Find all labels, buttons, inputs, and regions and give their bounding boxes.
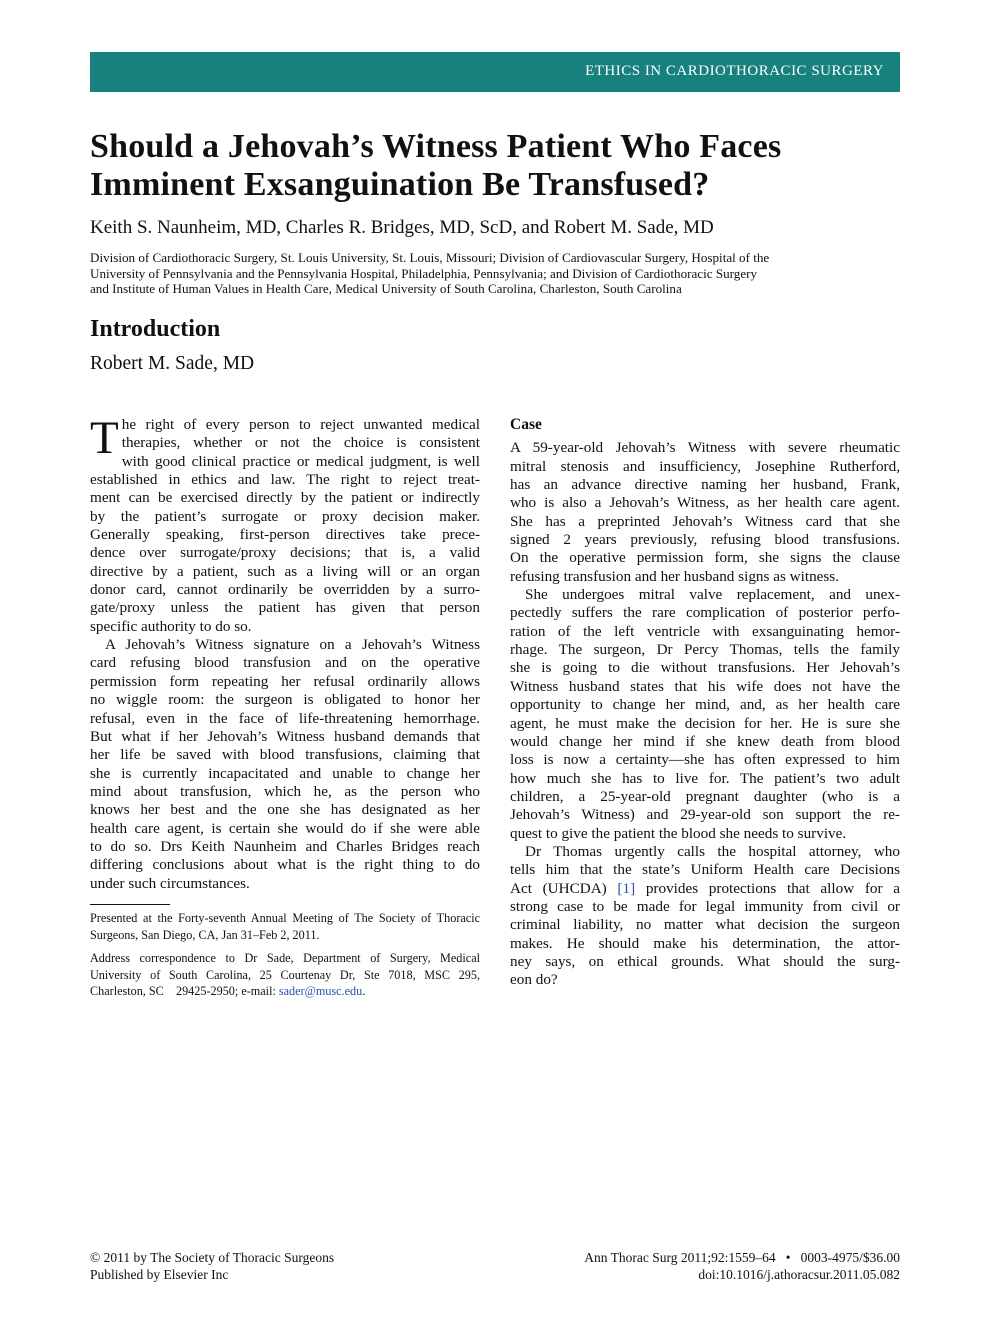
case-heading: Case [510,416,542,433]
text-line: refusal, even in the face of life-threatening hemorrhage. [90,709,480,727]
text-fragment: provides protections that allow for a [635,879,900,897]
text-line: he right of every person to reject unwanted medical [121,416,480,433]
section-banner [90,52,900,92]
text-line: she is going to die without transfusions. Her Jehovah’s [510,659,900,677]
text-line: specific authority to do so. [90,617,252,635]
author-list: Keith S. Naunheim, MD, Charles R. Bridges, MD, ScD, and Robert M. Sade, MD [90,217,714,238]
footnote-divider [90,904,170,905]
text-line: children, a 25-year-old pregnant daughter (who is a [510,787,900,805]
case-paragraph-1 [510,439,900,586]
footnote-line: Address correspondence to Dr Sade, Department of Surgery, Medical [90,951,480,965]
text-line: makes. He should make his determination, the attor- [510,934,900,952]
text-line: donor card, cannot ordinarily be overridden by a surro- [90,581,480,599]
text-line: who is also a Jehovah’s Witness, as her health care agent. [510,494,900,512]
banner-text: ETHICS IN CARDIOTHORACIC SURGERY [585,63,884,79]
intro-paragraph-1 [90,412,480,636]
case-column [510,416,900,990]
text-line: established in ethics and law. The right to reject treat- [90,471,480,489]
intro-column [90,412,480,893]
text-line: But what if her Jehovah’s Witness husband demands that [90,727,480,745]
text-line: Dr Thomas urgently calls the hospital attorney, who [525,842,900,860]
footnote-line [90,983,480,1000]
text-line: strong case to be made for legal immunity from civil or [510,897,900,915]
text-line: refusing transfusion and her husband signs as witness. [510,567,840,585]
text-line: A 59-year-old Jehovah’s Witness with severe rheumatic [510,439,900,457]
text-fragment: Charleston, SC 29425-2950; e-mail: [90,984,279,998]
case-paragraph-3 [510,843,900,990]
text-line: she is currently incapacitated and unable to change her [90,764,480,782]
text-line: signed 2 years previously, refusing blood transfusions. [510,531,900,549]
text-line: agent, he must make the decision for her. He is sure she [510,714,900,732]
text-line: has an advance directive naming her husband, Frank, [510,476,900,494]
text-line: differing conclusions about what is the right thing to do [90,856,480,874]
text-line: criminal liability, no matter what decision the surgeon [510,916,900,934]
text-line: ney says, on ethical grounds. What should the surg- [510,952,900,970]
text-line: card refusing blood transfusion and on the operative [90,654,480,672]
text-line: under such circumstances. [90,874,250,892]
email-link[interactable]: sader@musc.edu [278,984,363,998]
article-title [90,128,910,204]
text-line: tells him that the state’s Uniform Health care Decisions [510,861,900,879]
text-line: A Jehovah’s Witness signature on a Jehovah’s Witness [105,636,480,654]
footnote-line: University of South Carolina, 25 Courtenay Dr, Ste 7018, MSC 295, [90,967,480,982]
text-line: She has a preprinted Jehovah’s Witness card that she [510,512,900,530]
text-line: how much she has to live for. The patient’s two adult [510,769,900,787]
correspondence-footnote [90,950,480,1000]
copyright-text: © 2011 by The Society of Thoracic Surgeons [90,1250,335,1265]
publisher-text: Published by Elsevier Inc [90,1266,229,1282]
text-line: pectedly suffers the rare complication of posterior perfo- [510,604,900,622]
text-line: knows her best and the one she has designated as her [90,801,480,819]
footnote-line: Presented at the Forty-seventh Annual Meeting of The Society of Thoracic [90,911,480,925]
reference-link[interactable]: [1] [617,879,636,897]
text-line: eon do? [510,971,558,989]
text-line: by the patient’s surrogate or proxy decision maker. [90,507,480,525]
doi-text: doi:10.1016/j.athoracsur.2011.05.082 [698,1266,900,1282]
copyright-block [90,1250,334,1283]
citation-text: Ann Thorac Surg 2011;92:1559–64 • 0003-4975/$36.00 [584,1250,900,1265]
drop-cap: T [90,412,119,464]
text-line: dence over surrogate/proxy decisions; that is, a valid [90,544,480,562]
affiliation-line: and Institute of Human Values in Health Care, Medical University of South Carolina, Charleston, South Carolina [90,281,682,296]
title-line: Imminent Exsanguination Be Transfused? [90,166,710,203]
text-fragment: Act (UHCDA) [510,879,618,897]
text-line: would change her mind if she knew death from blood [510,732,900,750]
text-line: permission form repeating her refusal ordinarily allows [90,672,480,690]
intro-paragraph-2 [90,636,480,893]
text-line: opportunity to change her mind, and, as her health care [510,696,900,714]
footnote-line: Surgeons, San Diego, CA, Jan 31–Feb 2, 2011. [90,927,320,942]
text-line: therapies, whether or not the choice is consistent [121,434,480,452]
citation-block [584,1250,900,1283]
presented-footnote [90,910,480,943]
text-line: loss is now a certainty—she has often expressed to him [510,751,900,769]
text-line: ment can be exercised directly by the patient or indirectly [90,489,480,507]
text-line: her life be saved with blood transfusions, claiming that [90,746,480,764]
text-fragment: . [362,984,366,998]
text-line: mind about transfusion, which he, as the person who [90,782,480,800]
text-line: Jehovah’s Witness) and 29-year-old son support the re- [510,806,900,824]
affiliation-line: University of Pennsylvania and the Pennsylvania Hospital, Philadelphia, Pennsylvania; and Division of Cardiothoracic Surgery [90,265,758,281]
text-line: Generally speaking, first-person directives take prece- [90,526,480,544]
text-line: to do so. Drs Keith Naunheim and Charles Bridges reach [90,837,480,855]
affiliation-line: Division of Cardiothoracic Surgery, St. Louis University, St. Louis, Missouri; Division of Cardiovascular Surgery, Hospital of the [90,250,770,265]
text-line: health care agent, is certain she would do if she were able [90,819,480,837]
text-line: with good clinical practice or medical judgment, is well [121,452,480,470]
text-line: rhage. The surgeon, Dr Percy Thomas, tells the family [510,641,900,659]
text-line: On the operative permission form, she signs the clause [510,549,900,567]
case-paragraph-2 [510,586,900,843]
text-line: mitral stenosis and insufficiency, Josephine Rutherford, [510,457,900,475]
text-line [510,880,900,898]
text-line: quest to give the patient the blood she needs to survive. [510,824,847,842]
text-line: directive by a patient, such as a living will or an organ [90,562,480,580]
text-line: gate/proxy unless the patient has given that person [90,599,480,617]
affiliations [90,250,905,297]
text-line: ration of the left ventricle with exsanguinating hemor- [510,622,900,640]
section-author: Robert M. Sade, MD [90,353,255,374]
section-heading: Introduction [90,316,221,342]
text-line: She undergoes mitral valve replacement, and unex- [525,586,900,604]
text-line: Witness husband states that his wife does not have the [510,677,900,695]
title-line: Should a Jehovah’s Witness Patient Who Faces [90,128,782,165]
text-line: no wiggle room: the surgeon is obligated to honor her [90,691,480,709]
